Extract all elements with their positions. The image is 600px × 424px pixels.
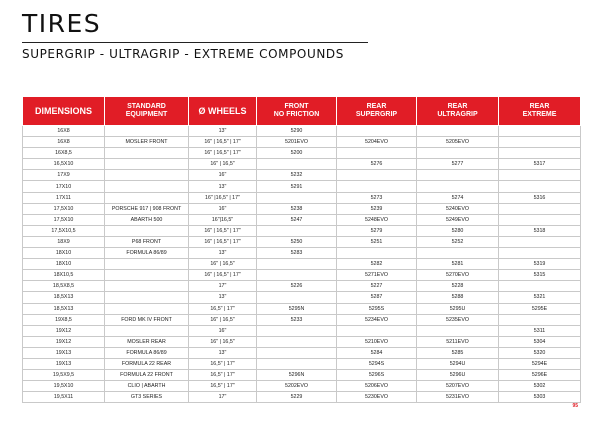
header-label-line: NO FRICTION bbox=[273, 111, 320, 118]
table-cell: 17" bbox=[189, 392, 257, 403]
header-label-line: SUPERGRIP bbox=[355, 111, 398, 118]
rear-supergrip-header bbox=[337, 97, 417, 126]
table-cell bbox=[257, 347, 337, 358]
table-cell bbox=[105, 259, 189, 270]
table-cell: 5283 bbox=[257, 248, 337, 259]
table-cell: 19,5X9,5 bbox=[23, 370, 105, 381]
table-cell: MOSLER FRONT bbox=[105, 137, 189, 148]
table-cell bbox=[257, 336, 337, 347]
table-cell bbox=[337, 148, 417, 159]
table-cell: 16,5" | 17" bbox=[189, 303, 257, 314]
table-cell: 5239 bbox=[337, 203, 417, 214]
table-cell: 16" | 16,5" bbox=[189, 314, 257, 325]
table-cell: 16,5" | 17" bbox=[189, 381, 257, 392]
tires-table bbox=[22, 96, 581, 403]
table-cell: 5318 bbox=[499, 225, 581, 236]
table-row bbox=[23, 358, 581, 369]
table-cell: 17X11 bbox=[23, 192, 105, 203]
header-label-line: ULTRAGRIP bbox=[437, 111, 478, 118]
table-cell bbox=[417, 148, 499, 159]
table-cell bbox=[499, 170, 581, 181]
table-row bbox=[23, 392, 581, 403]
table-cell: 16" | 16,5" bbox=[189, 159, 257, 170]
table-cell: 16" | 16,5" | 17" bbox=[189, 270, 257, 281]
table-cell: 5295S bbox=[337, 303, 417, 314]
table-cell: MOSLER REAR bbox=[105, 336, 189, 347]
table-cell: 5234EVO bbox=[337, 314, 417, 325]
table-row bbox=[23, 259, 581, 270]
table-cell: 5276 bbox=[337, 159, 417, 170]
table-cell: 16"|16,5" bbox=[189, 214, 257, 225]
table-cell: 5295N bbox=[257, 303, 337, 314]
table-cell: FORD MK IV FRONT bbox=[105, 314, 189, 325]
table-row bbox=[23, 192, 581, 203]
table-cell: 5233 bbox=[257, 314, 337, 325]
table-cell: 18,5X13 bbox=[23, 292, 105, 303]
table-cell: 16X8 bbox=[23, 126, 105, 137]
table-cell: 5294S bbox=[337, 358, 417, 369]
page-title: TIRES bbox=[22, 9, 102, 38]
table-cell bbox=[337, 170, 417, 181]
table-cell: P68 FRONT bbox=[105, 236, 189, 247]
table-cell: 5291 bbox=[257, 181, 337, 192]
table-cell: 5282 bbox=[337, 259, 417, 270]
table-cell bbox=[337, 325, 417, 336]
table-cell bbox=[105, 148, 189, 159]
table-cell: 5227 bbox=[337, 281, 417, 292]
table-cell: 16" | 16,5" bbox=[189, 336, 257, 347]
table-cell: 5296S bbox=[337, 370, 417, 381]
table-cell: 16X8 bbox=[23, 137, 105, 148]
table-cell bbox=[417, 170, 499, 181]
rear-ultragrip-header bbox=[417, 97, 499, 126]
table-cell: 16" | 16,5" | 17" bbox=[189, 148, 257, 159]
table-cell: 5231EVO bbox=[417, 392, 499, 403]
table-cell bbox=[257, 225, 337, 236]
table-cell: 5200 bbox=[257, 148, 337, 159]
table-cell: 5281 bbox=[417, 259, 499, 270]
table-cell: 5201EVO bbox=[257, 137, 337, 148]
table-cell: 5294E bbox=[499, 358, 581, 369]
table-row bbox=[23, 325, 581, 336]
table-cell: 16X8,5 bbox=[23, 148, 105, 159]
header-label-line: FRONT bbox=[284, 103, 309, 110]
header-label-line: EQUIPMENT bbox=[125, 111, 168, 118]
table-cell: 5270EVO bbox=[417, 270, 499, 281]
table-cell: 16" |16,5" | 17" bbox=[189, 192, 257, 203]
table-cell: 5302 bbox=[499, 381, 581, 392]
table-cell bbox=[499, 281, 581, 292]
table-cell: 5280 bbox=[417, 225, 499, 236]
table-cell: 13" bbox=[189, 126, 257, 137]
table-cell bbox=[499, 314, 581, 325]
table-row bbox=[23, 292, 581, 303]
table-cell: CLIO | ABARTH bbox=[105, 381, 189, 392]
table-cell: 5229 bbox=[257, 392, 337, 403]
table-cell: 18X10 bbox=[23, 259, 105, 270]
table-cell: 5232 bbox=[257, 170, 337, 181]
table-cell: 5207EVO bbox=[417, 381, 499, 392]
table-cell: 19X13 bbox=[23, 347, 105, 358]
table-cell: 5295U bbox=[417, 303, 499, 314]
rear-extreme-header bbox=[499, 97, 581, 126]
table-cell bbox=[417, 126, 499, 137]
table-cell bbox=[417, 181, 499, 192]
table-cell: 5235EVO bbox=[417, 314, 499, 325]
table-row bbox=[23, 159, 581, 170]
table-cell: 17,5X10 bbox=[23, 203, 105, 214]
table-cell bbox=[105, 270, 189, 281]
table-cell bbox=[499, 181, 581, 192]
table-cell: 5296U bbox=[417, 370, 499, 381]
table-cell: 5321 bbox=[499, 292, 581, 303]
table-row bbox=[23, 214, 581, 225]
table-row bbox=[23, 303, 581, 314]
table-cell: PORSCHE 917 | 908 FRONT bbox=[105, 203, 189, 214]
table-body bbox=[23, 126, 581, 403]
header-label-line: Ø WHEELS bbox=[198, 106, 247, 116]
title-underline bbox=[22, 42, 368, 43]
table-cell bbox=[499, 148, 581, 159]
table-cell: 13" bbox=[189, 248, 257, 259]
table-cell bbox=[105, 325, 189, 336]
table-row bbox=[23, 347, 581, 358]
table-cell: 18X9 bbox=[23, 236, 105, 247]
table-cell: 5296E bbox=[499, 370, 581, 381]
table-row bbox=[23, 248, 581, 259]
table-cell: 5205EVO bbox=[417, 137, 499, 148]
table-cell bbox=[105, 192, 189, 203]
front-no-friction-header bbox=[257, 97, 337, 126]
table-cell: 5211EVO bbox=[417, 336, 499, 347]
table-cell bbox=[257, 270, 337, 281]
table-cell: 18X10,5 bbox=[23, 270, 105, 281]
table-cell bbox=[105, 303, 189, 314]
table-cell: 17,5X10 bbox=[23, 214, 105, 225]
table-cell: 16" | 16,5" | 17" bbox=[189, 225, 257, 236]
table-cell: 19X12 bbox=[23, 325, 105, 336]
table-cell bbox=[499, 137, 581, 148]
table-row bbox=[23, 225, 581, 236]
table-cell: 16,5X10 bbox=[23, 159, 105, 170]
table-cell: 5226 bbox=[257, 281, 337, 292]
table-row bbox=[23, 370, 581, 381]
table-cell: 16" | 16,5" | 17" bbox=[189, 137, 257, 148]
table-cell: 5202EVO bbox=[257, 381, 337, 392]
table-cell bbox=[337, 126, 417, 137]
table-cell: FORMULA 86/89 bbox=[105, 347, 189, 358]
header-label-line: DIMENSIONS bbox=[34, 106, 92, 116]
table-cell: 5252 bbox=[417, 236, 499, 247]
table-cell: 5279 bbox=[337, 225, 417, 236]
table-cell: ABARTH 500 bbox=[105, 214, 189, 225]
table-row bbox=[23, 236, 581, 247]
table-cell bbox=[105, 225, 189, 236]
header-label-line: STANDARD bbox=[127, 103, 166, 110]
table-row bbox=[23, 381, 581, 392]
standard-equipment-header bbox=[105, 97, 189, 126]
table-row bbox=[23, 137, 581, 148]
table-row bbox=[23, 126, 581, 137]
table-cell: 5319 bbox=[499, 259, 581, 270]
table-cell bbox=[257, 259, 337, 270]
table-cell: 19X13 bbox=[23, 358, 105, 369]
table-cell: 5290 bbox=[257, 126, 337, 137]
header-label-line: REAR bbox=[447, 103, 468, 110]
table-cell: FORMULA 22 REAR bbox=[105, 358, 189, 369]
table-cell: 5316 bbox=[499, 192, 581, 203]
table-header bbox=[23, 97, 581, 126]
wheels-header bbox=[189, 97, 257, 126]
table-cell bbox=[337, 248, 417, 259]
table-cell: 19X8,5 bbox=[23, 314, 105, 325]
table-cell: 5247 bbox=[257, 214, 337, 225]
table-header-row bbox=[23, 97, 581, 126]
table-cell: GT3 SERIES bbox=[105, 392, 189, 403]
table-cell: 17X9 bbox=[23, 170, 105, 181]
table-cell: 13" bbox=[189, 292, 257, 303]
page-subtitle: SUPERGRIP - ULTRAGRIP - EXTREME COMPOUNDS bbox=[22, 47, 344, 61]
table-cell: 5285 bbox=[417, 347, 499, 358]
table-cell: 13" bbox=[189, 181, 257, 192]
table-cell: 5204EVO bbox=[337, 137, 417, 148]
table-cell: 17" bbox=[189, 281, 257, 292]
table-cell: 5315 bbox=[499, 270, 581, 281]
table-cell: 5271EVO bbox=[337, 270, 417, 281]
table-cell: 5284 bbox=[337, 347, 417, 358]
header-label-line: REAR bbox=[529, 103, 550, 110]
table-cell: 16" | 16,5" bbox=[189, 259, 257, 270]
table-cell: 5273 bbox=[337, 192, 417, 203]
table-cell bbox=[257, 325, 337, 336]
table-cell: 17X10 bbox=[23, 181, 105, 192]
table-cell bbox=[499, 236, 581, 247]
table-cell: 5294U bbox=[417, 358, 499, 369]
table-row bbox=[23, 148, 581, 159]
table-cell: 16,5" | 17" bbox=[189, 370, 257, 381]
table-cell bbox=[337, 181, 417, 192]
table-cell: 5295E bbox=[499, 303, 581, 314]
table-cell: 19X12 bbox=[23, 336, 105, 347]
table-cell: FORMULA 86/89 bbox=[105, 248, 189, 259]
dimensions-header bbox=[23, 97, 105, 126]
table-cell: FORMULA 22 FRONT bbox=[105, 370, 189, 381]
table-cell bbox=[105, 181, 189, 192]
header-label-line: REAR bbox=[366, 103, 387, 110]
table-cell: 5311 bbox=[499, 325, 581, 336]
table-cell: 5228 bbox=[417, 281, 499, 292]
table-cell bbox=[499, 214, 581, 225]
table-cell: 5240EVO bbox=[417, 203, 499, 214]
table-cell: 5320 bbox=[499, 347, 581, 358]
table-row bbox=[23, 270, 581, 281]
table-cell: 18,5X8,5 bbox=[23, 281, 105, 292]
table-cell: 5287 bbox=[337, 292, 417, 303]
table-cell bbox=[499, 126, 581, 137]
table-cell: 17,5X10,5 bbox=[23, 225, 105, 236]
table-cell: 16" bbox=[189, 203, 257, 214]
table-row bbox=[23, 314, 581, 325]
table-row bbox=[23, 281, 581, 292]
table-cell bbox=[257, 358, 337, 369]
table-cell: 5238 bbox=[257, 203, 337, 214]
table-cell bbox=[499, 248, 581, 259]
table-cell bbox=[105, 292, 189, 303]
table-cell: 5251 bbox=[337, 236, 417, 247]
table-cell: 16" bbox=[189, 325, 257, 336]
table-cell bbox=[417, 248, 499, 259]
table-cell: 5249EVO bbox=[417, 214, 499, 225]
table-cell: 5288 bbox=[417, 292, 499, 303]
table-cell: 13" bbox=[189, 347, 257, 358]
table-row bbox=[23, 170, 581, 181]
table-cell bbox=[105, 170, 189, 181]
table-cell: 5274 bbox=[417, 192, 499, 203]
table-row bbox=[23, 181, 581, 192]
table-cell: 5210EVO bbox=[337, 336, 417, 347]
table-cell: 5206EVO bbox=[337, 381, 417, 392]
table-cell bbox=[257, 159, 337, 170]
table-cell: 5296N bbox=[257, 370, 337, 381]
table-cell bbox=[257, 292, 337, 303]
table-cell bbox=[499, 203, 581, 214]
table-cell: 19,5X10 bbox=[23, 381, 105, 392]
table-cell: 19,5X11 bbox=[23, 392, 105, 403]
table-cell: 16,5" | 17" bbox=[189, 358, 257, 369]
table-cell bbox=[105, 159, 189, 170]
page-number: 95 bbox=[572, 403, 578, 409]
table-cell: 18X10 bbox=[23, 248, 105, 259]
table-cell bbox=[105, 281, 189, 292]
table-cell: 18,5X13 bbox=[23, 303, 105, 314]
table-cell bbox=[417, 325, 499, 336]
table-cell: 5248EVO bbox=[337, 214, 417, 225]
table-cell: 16" | 16,5" | 17" bbox=[189, 236, 257, 247]
table-cell: 5303 bbox=[499, 392, 581, 403]
table-cell: 16" bbox=[189, 170, 257, 181]
table-cell bbox=[105, 126, 189, 137]
table-row bbox=[23, 203, 581, 214]
table-cell: 5230EVO bbox=[337, 392, 417, 403]
table-cell: 5250 bbox=[257, 236, 337, 247]
header-label-line: EXTREME bbox=[522, 111, 557, 118]
table-cell: 5277 bbox=[417, 159, 499, 170]
table-cell: 5317 bbox=[499, 159, 581, 170]
table-cell bbox=[257, 192, 337, 203]
table-cell: 5304 bbox=[499, 336, 581, 347]
table-row bbox=[23, 336, 581, 347]
